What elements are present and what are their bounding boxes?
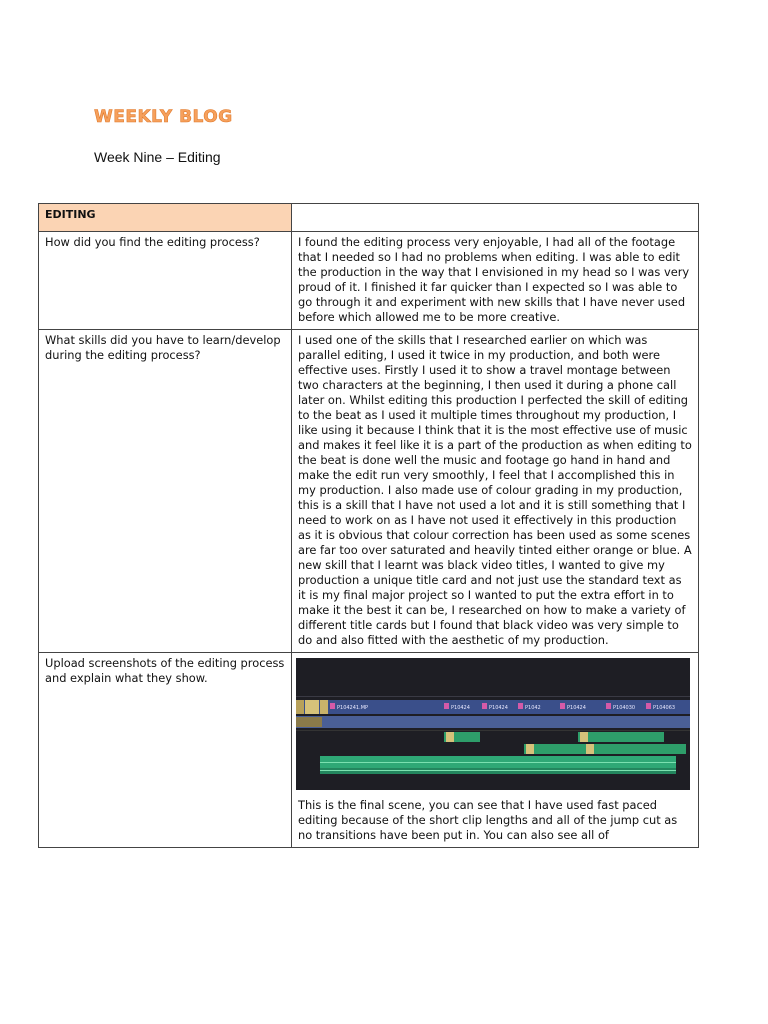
blog-title: WEEKLY BLOG — [94, 107, 233, 127]
table-row — [39, 653, 699, 848]
answer-cell: I used one of the skills that I researched earlier on which was parallel editing, I used it twice in my production, and both were effective uses. Firstly I used it to show a travel montage between two characters at the beginning, I then used it during a phone call later on. Whilst editing this production I perfected the skill of editing to the beat as I used it multiple times throughout my production, I like using it because I think that it is the most effective use of music and makes it feel like it is a part of the production as when editing to the beat is done well the music and footage go hand in hand and make the edit run very smoothly, I feel that I accomplished this in my production. I also made use of colour grading in my production, this is a skill that I have not used a lot and it is still something that I need to work on as I have not used it effectively in this production as it is obvious that colour correction has been used as some scenes are far too over saturated and heavily tinted either orange or blue. A new skill that I learnt was black video titles, I wanted to give my production a unique title card and not just use the standard text as it is my final major project so I wanted to put the extra effort in to make it the best it can be, I researched on how to make a variety of different title cards but I found that black video was very simple to do and also fitted with the aesthetic of my production. — [292, 330, 699, 653]
clip-label: P104241.MP — [337, 705, 369, 711]
clip-label: P104063 — [653, 705, 676, 711]
clip-label: P10424 — [567, 705, 586, 711]
week-title: Week Nine – Editing — [94, 149, 221, 165]
question-cell: What skills did you have to learn/develop during the editing process? — [39, 330, 292, 653]
timeline-graphic — [296, 658, 690, 790]
answer-cell: I found the editing process very enjoyable, I had all of the footage that I needed so I had no problems when editing. I was able to edit the production in the way that I envisioned in my head so I was very proud of it. I finished it far quicker than I expected so I was able to go through it and experiment with new skills that I have never used before which allowed me to be more creative. — [292, 232, 699, 330]
clip-label: P104030 — [613, 705, 636, 711]
clip-marker — [444, 703, 449, 709]
clip-marker — [646, 703, 651, 709]
table-row — [39, 330, 699, 653]
clip-label: P10424 — [489, 705, 508, 711]
clip-marker — [560, 703, 565, 709]
table-row — [39, 232, 699, 330]
answer-cell — [292, 653, 699, 848]
screenshot-caption: This is the final scene, you can see that I have used fast paced editing because of the short clip lengths and all of the jump cut as no transitions have been put in. You can also see all of — [298, 798, 678, 842]
clip-marker — [606, 703, 611, 709]
section-header: EDITING — [39, 204, 292, 232]
clip-marker — [482, 703, 487, 709]
editing-timeline-screenshot — [296, 658, 690, 790]
question-cell: How did you find the editing process? — [39, 232, 292, 330]
clip-marker — [518, 703, 523, 709]
clip-label: P1042 — [525, 705, 541, 711]
clip-marker — [330, 703, 335, 709]
clip-label: P10424 — [451, 705, 470, 711]
question-cell: Upload screenshots of the editing process and explain what they show. — [39, 653, 292, 848]
header-empty-cell — [292, 204, 699, 232]
editing-table — [38, 203, 699, 848]
table-header-row — [39, 204, 699, 232]
